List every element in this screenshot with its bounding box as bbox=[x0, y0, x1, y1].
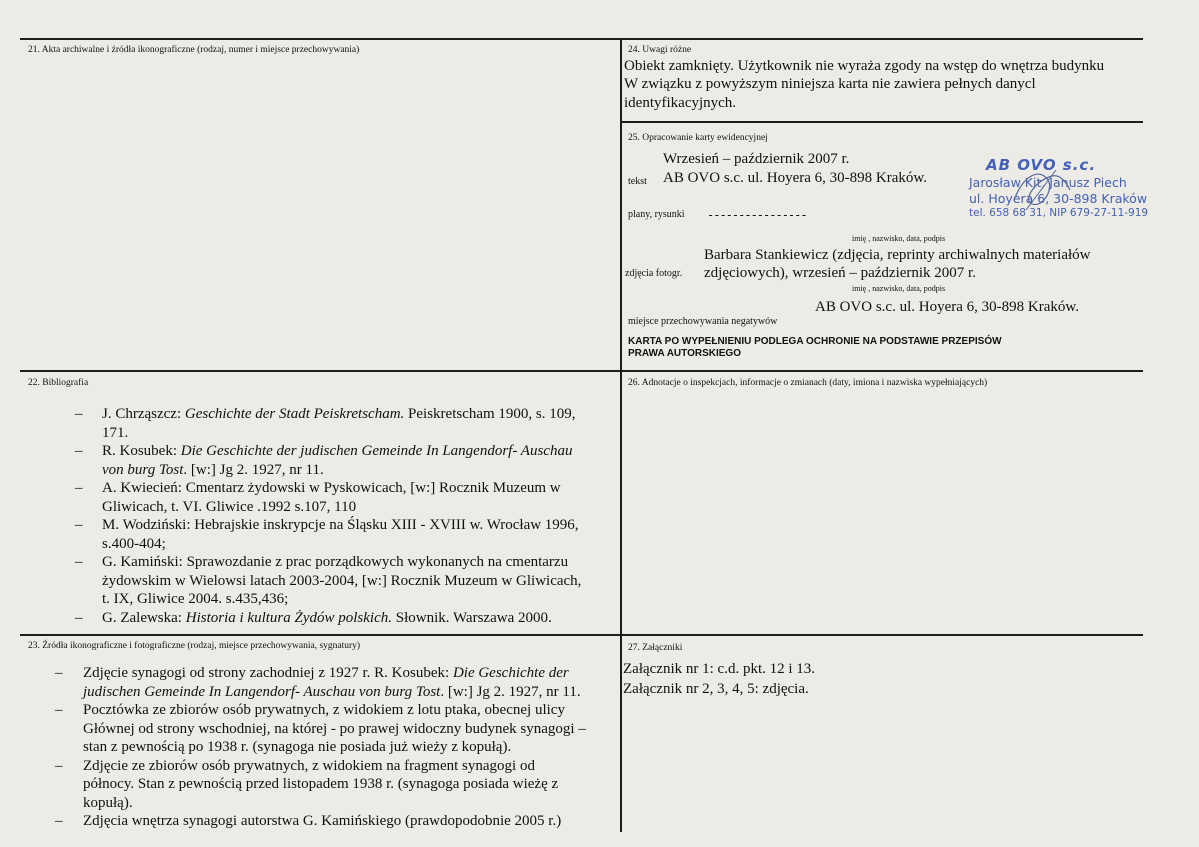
text-run: Głównej od strony wschodniej, na której - po prawej widoczny budynek synagogi – bbox=[83, 720, 586, 737]
section-26-header: 26. Adnotacje o inspekcjach, informacje o zmianach (daty, imiona i nazwiska wypełniających) bbox=[628, 378, 988, 388]
list-dash: – bbox=[75, 443, 83, 459]
text-run: t. IX, Gliwice 2004. s.435,436; bbox=[102, 591, 289, 607]
text-run: G. Kamiński: Sprawozdanie z prac porządkowych wykonanych na cmentarzu bbox=[102, 554, 569, 570]
text-run: J. Chrząszcz: bbox=[102, 406, 185, 422]
section-25-header: 25. Opracowanie karty ewidencyjnej bbox=[628, 133, 768, 143]
text-run: Pocztówka ze zbiorów osób prywatnych, z widokiem z lotu ptaka, obecnej ulicy bbox=[83, 702, 565, 718]
text-run: R. Kosubek: bbox=[102, 443, 181, 459]
section-21-header: 21. Akta archiwalne i źródła ikonograficzne (rodzaj, numer i miejsce przechowywania) bbox=[28, 45, 360, 55]
text-run: . [w:] Jg 2. 1927, nr 11. bbox=[183, 461, 324, 478]
text-run: Die Geschichte der bbox=[452, 665, 569, 681]
rule-row2 bbox=[20, 370, 1143, 372]
bibliography-item bbox=[75, 553, 612, 609]
text-run: Gliwicach, t. VI. Gliwice .1992 s.107, 110 bbox=[102, 498, 357, 515]
list-dash: – bbox=[55, 665, 63, 681]
text-run: Zdjęcia wnętrza synagogi autorstwa G. Kamińskiego (prawdopodobnie 2005 r.) bbox=[83, 813, 562, 829]
bibliography-item bbox=[75, 405, 612, 442]
text-run: Die Geschichte der judischen Gemeinde In Langendorf- Auschau bbox=[180, 443, 573, 459]
section-24-line-3: identyfikacyjnych. bbox=[624, 95, 737, 111]
section-24-line-1: Obiekt zamknięty. Użytkownik nie wyraża zgody na wstęp do wnętrza budynku bbox=[624, 58, 1105, 74]
text-run: północy. Stan z pewnością przed listopadem 1938 r. (synagoga posiada wieżę z bbox=[83, 776, 559, 792]
zdjecia-line-2: zdjęciowych), wrzesień – październik 2007 r. bbox=[704, 265, 976, 281]
list-dash: – bbox=[55, 702, 63, 718]
plany-label: plany, rysunki bbox=[628, 209, 685, 220]
text-run: kopułą). bbox=[83, 794, 133, 811]
caption-name-date-signature-1: imię , nazwisko, data, podpis bbox=[852, 234, 946, 243]
list-dash: – bbox=[75, 609, 83, 626]
text-run: stan z pewnością po 1938 r. (synagoga nie posiada już wieży z kopułą). bbox=[83, 739, 512, 755]
text-run: Peiskretscham 1900, s. 109, bbox=[404, 406, 576, 422]
stamp-company: AB OVO s.c. bbox=[986, 156, 1097, 174]
miejsce-label: miejsce przechowywania negatywów bbox=[628, 316, 778, 327]
tekst-label: tekst bbox=[628, 176, 647, 187]
list-dash: – bbox=[55, 813, 63, 829]
text-run: A. Kwiecień: Cmentarz żydowski w Pyskowicach, [w:] Rocznik Muzeum w bbox=[102, 480, 561, 496]
section-24-header: 24. Uwagi różne bbox=[628, 45, 692, 55]
center-divider bbox=[620, 38, 622, 832]
source-item bbox=[55, 701, 611, 757]
section-22-header: 22. Bibliografia bbox=[28, 378, 89, 388]
text-run: M. Wodziński: Hebrajskie inskrypcje na Śląsku XIII - XVIII w. Wrocław 1996, bbox=[102, 517, 579, 533]
text-run: Zdjęcie synagogi od strony zachodniej z 1927 r. R. Kosubek: bbox=[83, 665, 453, 681]
attachment-line-2: Załącznik nr 2, 3, 4, 5: zdjęcia. bbox=[623, 681, 809, 697]
bibliography-list bbox=[75, 405, 612, 627]
bibliography-item bbox=[75, 479, 612, 516]
source-item bbox=[55, 812, 611, 831]
zdjecia-line-1: Barbara Stankiewicz (zdjęcia, reprinty archiwalnych materiałów bbox=[704, 247, 1091, 263]
text-run: Zdjęcie ze zbiorów osób prywatnych, z widokiem na fragment synagogi od bbox=[83, 757, 535, 774]
bibliography-item bbox=[75, 442, 612, 479]
section-27-header: 27. Załączniki bbox=[628, 643, 683, 653]
list-dash: – bbox=[75, 406, 83, 422]
iconographic-sources-list bbox=[55, 664, 611, 831]
text-run: żydowskim w Wielowsi latach 2003-2004, [w:] Rocznik Muzeum w Gliwicach, bbox=[102, 572, 582, 589]
miejsce-value: AB OVO s.c. ul. Hoyera 6, 30-898 Kraków. bbox=[815, 299, 1079, 315]
bibliography-item bbox=[75, 516, 612, 553]
top-rule bbox=[20, 38, 1143, 40]
section-24-line-2: W związku z powyższym niniejsza karta nie zawiera pełnych danycl bbox=[624, 76, 1036, 92]
zdjecia-label: zdjęcia fotogr. bbox=[625, 268, 683, 279]
source-item bbox=[55, 757, 611, 813]
stamp-address: ul. Hoyera 6, 30-898 Kraków bbox=[969, 191, 1148, 206]
signature-scribble bbox=[1012, 164, 1072, 214]
stamp-names: Jarosław Kit, Janusz Piech bbox=[969, 175, 1127, 190]
section-23-header: 23. Źródła ikonograficzne i fotograficzne (rodzaj, miejsce przechowywania, sygnatury) bbox=[28, 641, 361, 651]
bibliography-item bbox=[75, 609, 612, 628]
text-run: Słownik. Warszawa 2000. bbox=[391, 609, 552, 626]
caption-name-date-signature-2: imię , nazwisko, data, podpis bbox=[852, 284, 946, 293]
text-run: Historia i kultura Żydów polskich. bbox=[185, 609, 392, 626]
text-run: 171. bbox=[102, 424, 129, 441]
copyright-notice-line-2: PRAWA AUTORSKIEGO bbox=[628, 348, 741, 359]
text-run: Geschichte der Stadt Peiskretscham. bbox=[184, 406, 405, 422]
plany-value: ---------------- bbox=[707, 208, 807, 222]
text-run: G. Zalewska: bbox=[102, 609, 186, 626]
company-stamp bbox=[964, 156, 1164, 226]
text-run: judischen Gemeinde In Langendorf- Auschau von burg Tost bbox=[83, 683, 441, 700]
tekst-date: Wrzesień – październik 2007 r. bbox=[663, 151, 850, 167]
attachment-line-1: Załącznik nr 1: c.d. pkt. 12 i 13. bbox=[623, 661, 816, 677]
list-dash: – bbox=[75, 554, 83, 570]
list-dash: – bbox=[75, 517, 83, 533]
rule-24-25 bbox=[620, 121, 1143, 123]
text-run: . [w:] Jg 2. 1927, nr 11. bbox=[440, 683, 581, 700]
copyright-notice-line-1: KARTA PO WYPEŁNIENIU PODLEGA OCHRONIE NA PODSTAWIE PRZEPISÓW bbox=[628, 336, 1002, 347]
source-item bbox=[55, 664, 611, 701]
text-run: von burg Tost bbox=[102, 461, 184, 478]
text-run: s.400-404; bbox=[102, 535, 166, 552]
rule-row3 bbox=[20, 634, 1143, 636]
tekst-author: AB OVO s.c. ul. Hoyera 6, 30-898 Kraków. bbox=[663, 170, 927, 186]
list-dash: – bbox=[75, 480, 83, 496]
list-dash: – bbox=[55, 757, 63, 774]
stamp-phone: tel. 658 68 31, NIP 679-27-11-919 bbox=[969, 207, 1149, 219]
